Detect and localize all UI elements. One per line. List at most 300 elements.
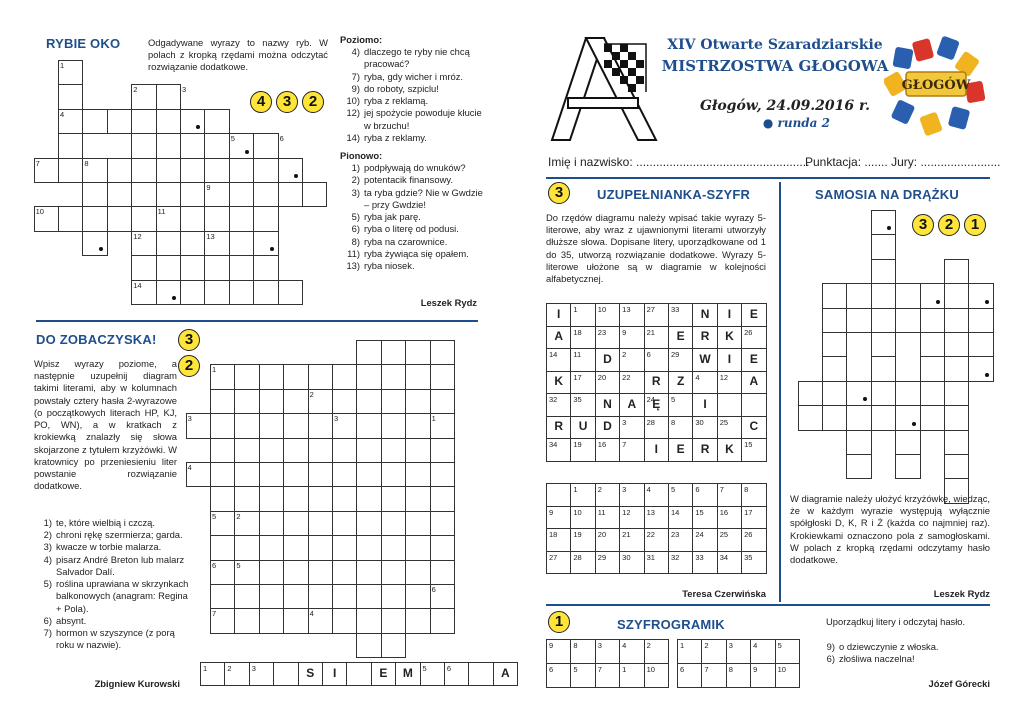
grid-cell[interactable] <box>405 584 430 609</box>
grid-cell[interactable] <box>644 326 668 349</box>
strip-cell[interactable] <box>298 663 322 686</box>
grid-cell[interactable] <box>381 608 406 633</box>
grid-cell[interactable] <box>571 304 595 327</box>
grid-cell[interactable] <box>229 280 254 305</box>
answer-cell[interactable] <box>547 484 571 507</box>
grid-cell[interactable] <box>234 486 259 511</box>
grid-cell[interactable] <box>356 584 381 609</box>
strip-cell[interactable] <box>493 663 517 686</box>
grid-cell[interactable] <box>283 364 308 389</box>
grid-cell[interactable] <box>107 182 132 207</box>
grid-cell[interactable] <box>846 454 871 479</box>
answer-cell[interactable] <box>693 484 717 507</box>
answer-cell[interactable] <box>547 529 571 552</box>
grid-cell[interactable] <box>107 158 132 183</box>
grid-cell[interactable] <box>968 332 993 357</box>
grid-cell[interactable] <box>210 486 235 511</box>
strip-cell[interactable] <box>274 663 298 686</box>
cipher-cell[interactable] <box>751 664 775 688</box>
grid-cell[interactable] <box>405 340 430 365</box>
grid-cell[interactable] <box>822 283 847 308</box>
answer-cell[interactable] <box>620 506 644 529</box>
cipher-cell[interactable] <box>644 664 668 688</box>
grid-cell[interactable] <box>405 608 430 633</box>
grid-cell[interactable] <box>717 394 741 417</box>
grid-cell[interactable] <box>381 535 406 560</box>
grid-cell[interactable] <box>717 439 741 462</box>
grid-cell[interactable] <box>332 389 357 414</box>
grid-cell[interactable] <box>259 511 284 536</box>
grid-cell[interactable] <box>405 535 430 560</box>
grid-cell[interactable] <box>430 511 455 536</box>
grid-cell[interactable] <box>131 206 156 231</box>
strip-cell[interactable] <box>444 663 468 686</box>
grid-cell[interactable] <box>204 206 229 231</box>
grid-cell[interactable] <box>210 535 235 560</box>
grid-cell[interactable] <box>356 486 381 511</box>
grid-cell[interactable] <box>920 356 945 381</box>
grid-cell[interactable] <box>204 158 229 183</box>
grid-cell[interactable] <box>234 364 259 389</box>
grid-cell[interactable] <box>278 182 303 207</box>
grid-cell[interactable] <box>283 584 308 609</box>
grid-cell[interactable] <box>283 608 308 633</box>
grid-cell[interactable] <box>693 394 717 417</box>
grid-cell[interactable] <box>283 560 308 585</box>
answer-cell[interactable] <box>717 506 741 529</box>
grid-cell[interactable] <box>968 356 993 381</box>
grid-cell[interactable] <box>131 133 156 158</box>
cipher-cell[interactable] <box>644 640 668 664</box>
grid-cell[interactable] <box>620 349 644 372</box>
grid-cell[interactable] <box>381 438 406 463</box>
cipher-cell[interactable] <box>775 664 799 688</box>
grid-cell[interactable] <box>405 560 430 585</box>
grid-cell[interactable] <box>356 340 381 365</box>
answer-cell[interactable] <box>717 484 741 507</box>
grid-cell[interactable] <box>693 304 717 327</box>
grid-cell[interactable] <box>742 439 766 462</box>
grid-cell[interactable] <box>644 416 668 439</box>
grid-cell[interactable] <box>253 182 278 207</box>
grid-cell[interactable] <box>332 584 357 609</box>
grid-cell[interactable] <box>131 158 156 183</box>
grid-cell[interactable] <box>571 394 595 417</box>
strip-cell[interactable] <box>225 663 249 686</box>
strip-cell[interactable] <box>469 663 493 686</box>
answer-cell[interactable] <box>571 484 595 507</box>
grid-cell[interactable] <box>668 326 692 349</box>
grid-cell[interactable] <box>204 109 229 134</box>
grid-cell[interactable] <box>717 371 741 394</box>
grid-cell[interactable] <box>82 109 107 134</box>
grid-cell[interactable] <box>259 364 284 389</box>
grid-cell[interactable] <box>308 413 333 438</box>
grid-cell[interactable] <box>798 405 823 430</box>
grid-cell[interactable] <box>253 158 278 183</box>
grid-cell[interactable] <box>332 535 357 560</box>
grid-cell[interactable] <box>253 255 278 280</box>
grid-cell[interactable] <box>180 206 205 231</box>
grid-cell[interactable] <box>944 259 969 284</box>
grid-cell[interactable] <box>693 416 717 439</box>
grid-cell[interactable] <box>356 389 381 414</box>
grid-cell[interactable] <box>253 133 278 158</box>
cipher-cell[interactable] <box>595 664 619 688</box>
grid-cell[interactable] <box>229 182 254 207</box>
grid-cell[interactable] <box>107 206 132 231</box>
grid-cell[interactable] <box>204 280 229 305</box>
answer-cell[interactable] <box>742 506 766 529</box>
grid-cell[interactable] <box>234 389 259 414</box>
grid-cell[interactable] <box>920 308 945 333</box>
grid-cell[interactable] <box>871 259 896 284</box>
grid-cell[interactable] <box>210 462 235 487</box>
grid-cell[interactable] <box>332 560 357 585</box>
grid-cell[interactable] <box>742 394 766 417</box>
grid-cell[interactable] <box>620 326 644 349</box>
grid-cell[interactable] <box>234 608 259 633</box>
strip-cell[interactable] <box>396 663 420 686</box>
strip-cell[interactable] <box>201 663 225 686</box>
answer-cell[interactable] <box>595 551 619 574</box>
strip-cell[interactable] <box>322 663 346 686</box>
answer-cell[interactable] <box>668 529 692 552</box>
grid-cell[interactable] <box>381 389 406 414</box>
grid-cell[interactable] <box>742 304 766 327</box>
grid-cell[interactable] <box>595 394 619 417</box>
cipher-cell[interactable] <box>620 640 644 664</box>
grid-cell[interactable] <box>356 535 381 560</box>
grid-cell[interactable] <box>259 584 284 609</box>
grid-cell[interactable] <box>278 158 303 183</box>
grid-cell[interactable] <box>308 462 333 487</box>
grid-cell[interactable] <box>547 371 571 394</box>
cipher-cell[interactable] <box>726 640 750 664</box>
grid-cell[interactable] <box>871 283 896 308</box>
grid-cell[interactable] <box>571 371 595 394</box>
grid-cell[interactable] <box>571 326 595 349</box>
grid-cell[interactable] <box>234 413 259 438</box>
grid-cell[interactable] <box>895 454 920 479</box>
grid-cell[interactable] <box>308 438 333 463</box>
grid-cell[interactable] <box>693 349 717 372</box>
grid-cell[interactable] <box>229 231 254 256</box>
grid-cell[interactable] <box>308 535 333 560</box>
grid-cell[interactable] <box>822 356 847 381</box>
grid-cell[interactable] <box>356 462 381 487</box>
grid-cell[interactable] <box>944 356 969 381</box>
answer-cell[interactable] <box>644 484 668 507</box>
grid-cell[interactable] <box>668 349 692 372</box>
grid-cell[interactable] <box>895 283 920 308</box>
grid-cell[interactable] <box>180 133 205 158</box>
grid-cell[interactable] <box>644 371 668 394</box>
cipher-cell[interactable] <box>751 640 775 664</box>
grid-cell[interactable] <box>742 349 766 372</box>
grid-cell[interactable] <box>693 439 717 462</box>
cipher-cell[interactable] <box>702 664 726 688</box>
grid-cell[interactable] <box>822 332 847 357</box>
grid-cell[interactable] <box>131 182 156 207</box>
answer-cell[interactable] <box>742 551 766 574</box>
grid-cell[interactable] <box>356 560 381 585</box>
cipher-cell[interactable] <box>547 640 571 664</box>
grid-cell[interactable] <box>846 283 871 308</box>
grid-cell[interactable] <box>895 405 920 430</box>
grid-cell[interactable] <box>871 405 896 430</box>
grid-cell[interactable] <box>332 511 357 536</box>
grid-cell[interactable] <box>259 608 284 633</box>
answer-cell[interactable] <box>717 529 741 552</box>
grid-cell[interactable] <box>405 486 430 511</box>
grid-cell[interactable] <box>58 158 83 183</box>
grid-cell[interactable] <box>405 511 430 536</box>
grid-cell[interactable] <box>156 231 181 256</box>
answer-cell[interactable] <box>644 551 668 574</box>
grid-cell[interactable] <box>356 608 381 633</box>
grid-cell[interactable] <box>871 210 896 235</box>
grid-cell[interactable] <box>547 416 571 439</box>
grid-cell[interactable] <box>283 535 308 560</box>
grid-cell[interactable] <box>620 394 644 417</box>
grid-cell[interactable] <box>107 109 132 134</box>
grid-cell[interactable] <box>944 283 969 308</box>
grid-cell[interactable] <box>180 231 205 256</box>
grid-cell[interactable] <box>430 340 455 365</box>
grid-cell[interactable] <box>430 364 455 389</box>
grid-cell[interactable] <box>405 413 430 438</box>
cipher-cell[interactable] <box>726 664 750 688</box>
answer-cell[interactable] <box>595 506 619 529</box>
answer-cell[interactable] <box>742 484 766 507</box>
grid-cell[interactable] <box>798 381 823 406</box>
answer-cell[interactable] <box>571 551 595 574</box>
grid-cell[interactable] <box>595 416 619 439</box>
grid-cell[interactable] <box>846 308 871 333</box>
grid-cell[interactable] <box>944 405 969 430</box>
grid-cell[interactable] <box>356 511 381 536</box>
grid-cell[interactable] <box>156 158 181 183</box>
grid-cell[interactable] <box>332 608 357 633</box>
strip-cell[interactable] <box>249 663 273 686</box>
grid-cell[interactable] <box>58 84 83 109</box>
grid-cell[interactable] <box>668 439 692 462</box>
grid-cell[interactable] <box>693 326 717 349</box>
grid-cell[interactable] <box>920 283 945 308</box>
grid-cell[interactable] <box>259 535 284 560</box>
grid-cell[interactable] <box>405 364 430 389</box>
grid-cell[interactable] <box>405 389 430 414</box>
grid-cell[interactable] <box>693 371 717 394</box>
grid-cell[interactable] <box>308 511 333 536</box>
grid-cell[interactable] <box>278 280 303 305</box>
grid-cell[interactable] <box>846 430 871 455</box>
grid-cell[interactable] <box>547 349 571 372</box>
grid-cell[interactable] <box>968 308 993 333</box>
answer-cell[interactable] <box>595 529 619 552</box>
cipher-cell[interactable] <box>547 664 571 688</box>
grid-cell[interactable] <box>356 413 381 438</box>
points-field[interactable]: ....... <box>864 155 888 169</box>
grid-cell[interactable] <box>405 438 430 463</box>
strip-cell[interactable] <box>420 663 444 686</box>
grid-cell[interactable] <box>381 364 406 389</box>
grid-cell[interactable] <box>210 584 235 609</box>
grid-cell[interactable] <box>822 308 847 333</box>
answer-cell[interactable] <box>620 551 644 574</box>
cipher-cell[interactable] <box>678 664 702 688</box>
grid-cell[interactable] <box>131 255 156 280</box>
grid-cell[interactable] <box>595 349 619 372</box>
grid-cell[interactable] <box>430 535 455 560</box>
grid-cell[interactable] <box>668 394 692 417</box>
grid-cell[interactable] <box>308 560 333 585</box>
grid-cell[interactable] <box>668 371 692 394</box>
grid-cell[interactable] <box>356 438 381 463</box>
grid-cell[interactable] <box>846 405 871 430</box>
grid-cell[interactable] <box>156 133 181 158</box>
grid-cell[interactable] <box>871 381 896 406</box>
grid-cell[interactable] <box>430 462 455 487</box>
grid-cell[interactable] <box>259 462 284 487</box>
grid-cell[interactable] <box>259 438 284 463</box>
grid-cell[interactable] <box>210 389 235 414</box>
answer-cell[interactable] <box>571 506 595 529</box>
grid-cell[interactable] <box>944 430 969 455</box>
grid-cell[interactable] <box>547 439 571 462</box>
grid-cell[interactable] <box>210 438 235 463</box>
grid-cell[interactable] <box>620 416 644 439</box>
answer-cell[interactable] <box>742 529 766 552</box>
grid-cell[interactable] <box>253 206 278 231</box>
grid-cell[interactable] <box>595 326 619 349</box>
jury-field[interactable]: ........................ <box>920 155 1001 169</box>
cipher-cell[interactable] <box>678 640 702 664</box>
grid-cell[interactable] <box>846 381 871 406</box>
answer-cell[interactable] <box>547 506 571 529</box>
strip-cell[interactable] <box>371 663 395 686</box>
grid-cell[interactable] <box>180 255 205 280</box>
cipher-cell[interactable] <box>571 640 595 664</box>
grid-cell[interactable] <box>871 308 896 333</box>
answer-cell[interactable] <box>717 551 741 574</box>
grid-cell[interactable] <box>180 109 205 134</box>
grid-cell[interactable] <box>259 486 284 511</box>
grid-cell[interactable] <box>944 332 969 357</box>
answer-cell[interactable] <box>668 484 692 507</box>
grid-cell[interactable] <box>595 439 619 462</box>
answer-cell[interactable] <box>693 551 717 574</box>
grid-cell[interactable] <box>259 413 284 438</box>
grid-cell[interactable] <box>259 560 284 585</box>
grid-cell[interactable] <box>895 430 920 455</box>
grid-cell[interactable] <box>405 462 430 487</box>
grid-cell[interactable] <box>717 304 741 327</box>
grid-cell[interactable] <box>332 438 357 463</box>
grid-cell[interactable] <box>381 340 406 365</box>
cipher-cell[interactable] <box>775 640 799 664</box>
answer-cell[interactable] <box>620 529 644 552</box>
grid-cell[interactable] <box>82 182 107 207</box>
grid-cell[interactable] <box>430 438 455 463</box>
grid-cell[interactable] <box>332 462 357 487</box>
grid-cell[interactable] <box>156 182 181 207</box>
grid-cell[interactable] <box>644 349 668 372</box>
answer-cell[interactable] <box>693 506 717 529</box>
grid-cell[interactable] <box>283 486 308 511</box>
answer-cell[interactable] <box>595 484 619 507</box>
grid-cell[interactable] <box>571 349 595 372</box>
grid-cell[interactable] <box>742 416 766 439</box>
grid-cell[interactable] <box>547 304 571 327</box>
grid-cell[interactable] <box>742 371 766 394</box>
cipher-cell[interactable] <box>702 640 726 664</box>
answer-cell[interactable] <box>644 506 668 529</box>
cipher-cell[interactable] <box>595 640 619 664</box>
grid-cell[interactable] <box>742 326 766 349</box>
answer-cell[interactable] <box>668 551 692 574</box>
grid-cell[interactable] <box>180 158 205 183</box>
grid-cell[interactable] <box>920 381 945 406</box>
cipher-cell[interactable] <box>620 664 644 688</box>
grid-cell[interactable] <box>717 349 741 372</box>
grid-cell[interactable] <box>944 381 969 406</box>
answer-cell[interactable] <box>644 529 668 552</box>
grid-cell[interactable] <box>822 405 847 430</box>
grid-cell[interactable] <box>620 371 644 394</box>
grid-cell[interactable] <box>571 416 595 439</box>
grid-cell[interactable] <box>253 231 278 256</box>
grid-cell[interactable] <box>644 304 668 327</box>
grid-cell[interactable] <box>644 394 668 417</box>
grid-cell[interactable] <box>871 332 896 357</box>
grid-cell[interactable] <box>871 234 896 259</box>
grid-cell[interactable] <box>595 371 619 394</box>
grid-cell[interactable] <box>381 462 406 487</box>
answer-cell[interactable] <box>547 551 571 574</box>
grid-cell[interactable] <box>156 84 181 109</box>
grid-cell[interactable] <box>156 280 181 305</box>
grid-cell[interactable] <box>571 439 595 462</box>
grid-cell[interactable] <box>668 304 692 327</box>
grid-cell[interactable] <box>234 535 259 560</box>
grid-cell[interactable] <box>381 511 406 536</box>
name-field[interactable]: .................................................... <box>636 155 810 169</box>
grid-cell[interactable] <box>944 454 969 479</box>
grid-cell[interactable] <box>332 364 357 389</box>
grid-cell[interactable] <box>595 304 619 327</box>
grid-cell[interactable] <box>82 231 107 256</box>
grid-cell[interactable] <box>229 255 254 280</box>
answer-cell[interactable] <box>693 529 717 552</box>
grid-cell[interactable] <box>620 304 644 327</box>
grid-cell[interactable] <box>234 438 259 463</box>
grid-cell[interactable] <box>381 584 406 609</box>
answer-cell[interactable] <box>571 529 595 552</box>
grid-cell[interactable] <box>234 462 259 487</box>
grid-cell[interactable] <box>283 389 308 414</box>
grid-cell[interactable] <box>895 308 920 333</box>
grid-cell[interactable] <box>234 584 259 609</box>
grid-cell[interactable] <box>204 255 229 280</box>
grid-cell[interactable] <box>871 356 896 381</box>
grid-cell[interactable] <box>644 439 668 462</box>
grid-cell[interactable] <box>381 560 406 585</box>
grid-cell[interactable] <box>58 206 83 231</box>
grid-cell[interactable] <box>332 486 357 511</box>
grid-cell[interactable] <box>895 381 920 406</box>
